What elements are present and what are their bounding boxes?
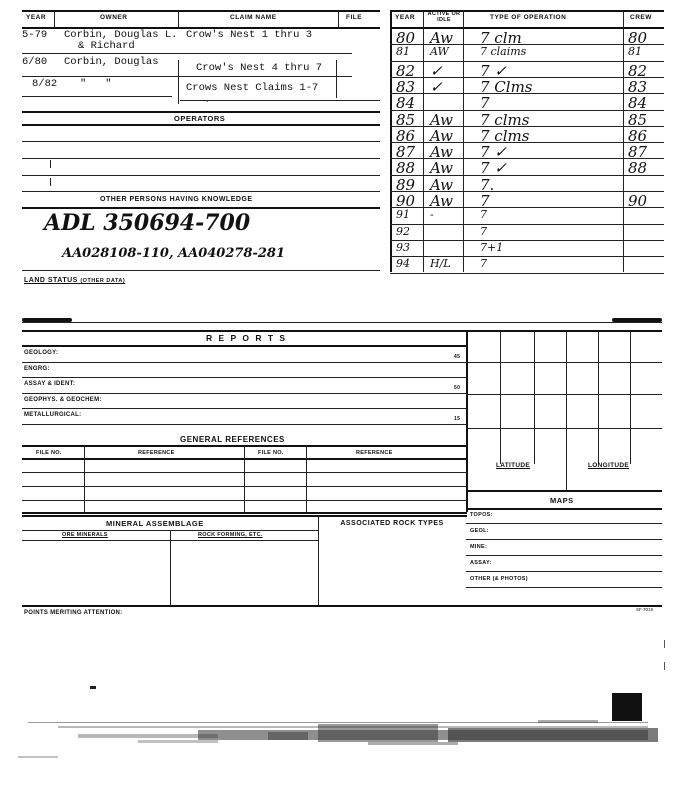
report-row-line bbox=[22, 393, 466, 394]
ops-crew: 86 bbox=[628, 126, 648, 145]
ops-active: AW bbox=[430, 45, 449, 59]
knowledge-label: OTHER PERSONS HAVING KNOWLEDGE bbox=[100, 196, 253, 203]
report-number: 45 bbox=[454, 354, 461, 360]
ops-active: ✓ bbox=[430, 77, 443, 96]
ops-year: 83 bbox=[396, 77, 416, 96]
ops-crew: 90 bbox=[628, 192, 648, 210]
ref-file-no-header-2: FILE NO. bbox=[258, 450, 284, 456]
ops-crew: 88 bbox=[628, 159, 648, 178]
maps-row-line bbox=[466, 555, 662, 556]
ops-row-line bbox=[390, 273, 664, 274]
ops-type: 7 bbox=[480, 94, 490, 113]
land-status-label bbox=[24, 277, 125, 284]
report-row-line bbox=[22, 377, 466, 378]
ref-file-no-header: FILE NO. bbox=[36, 450, 62, 456]
claim-owner: Corbin, Douglas L. bbox=[64, 29, 178, 41]
rock-forming-label: ROCK FORMING, ETC. bbox=[198, 532, 263, 538]
ops-type: 7 ✓ bbox=[480, 143, 507, 162]
ops-crew: 85 bbox=[628, 110, 648, 129]
points-meriting-attention-label: POINTS MERITING ATTENTION: bbox=[24, 610, 123, 616]
ops-year: 85 bbox=[396, 110, 416, 129]
ops-type: 7+1 bbox=[480, 240, 504, 254]
ops-active: Aw bbox=[430, 29, 453, 47]
report-number: 15 bbox=[454, 416, 461, 422]
knowledge-entry: ADL 350694-700 bbox=[44, 210, 251, 236]
ops-type: 7 claims bbox=[480, 45, 527, 59]
knowledge-entry: AA028108-110, AA040278-281 bbox=[62, 246, 286, 261]
ops-crew: 82 bbox=[628, 61, 648, 80]
claims-name-header: CLAIM NAME bbox=[230, 14, 277, 21]
ops-year: 88 bbox=[396, 159, 416, 178]
report-label: ASSAY & IDENT: bbox=[24, 381, 76, 387]
ops-type: 7 bbox=[480, 208, 487, 222]
ops-type: 7 ✓ bbox=[480, 61, 507, 80]
land-status-text: LAND STATUS bbox=[24, 277, 78, 284]
ops-row-line bbox=[390, 224, 664, 225]
report-row-line bbox=[22, 408, 466, 409]
claim-name: Crows Nest Claims 1-7 bbox=[186, 82, 319, 94]
ops-active: Aw bbox=[430, 110, 453, 129]
ops-type: 7 bbox=[480, 224, 487, 238]
claims-file-header: FILE bbox=[346, 14, 363, 21]
claims-owner-header: OWNER bbox=[100, 14, 128, 21]
ops-crew: 83 bbox=[628, 77, 648, 96]
ops-year: 94 bbox=[396, 257, 410, 271]
claim-year: 8/82 bbox=[32, 78, 58, 90]
operators-label: OPERATORS bbox=[174, 114, 226, 123]
ops-active: H/L bbox=[430, 257, 451, 271]
claim-owner: " " bbox=[80, 78, 112, 90]
claims-year-header: YEAR bbox=[26, 14, 47, 21]
ops-year: 84 bbox=[396, 94, 416, 113]
maps-label: MAPS bbox=[550, 496, 574, 505]
ops-type: 7 ✓ bbox=[480, 159, 507, 178]
ops-active: Aw bbox=[430, 126, 453, 145]
report-label: GEOPHYS. & GEOCHEM: bbox=[24, 396, 102, 403]
ops-crew: 84 bbox=[628, 94, 648, 113]
form-number: SF 7019 bbox=[636, 607, 654, 612]
maps-row-label: MINE: bbox=[470, 544, 488, 550]
maps-row-label: OTHER (& PHOTOS) bbox=[470, 576, 528, 582]
maps-row-line bbox=[466, 571, 662, 572]
associated-rock-types-label: ASSOCIATED ROCK TYPES bbox=[340, 520, 444, 527]
ops-year: 91 bbox=[396, 208, 410, 222]
claim-name: Crow's Nest 4 thru 7 bbox=[196, 62, 323, 74]
ref-reference-header-2: REFERENCE bbox=[356, 450, 393, 456]
ore-minerals-label: ORE MINERALS bbox=[62, 532, 108, 538]
ops-active: - bbox=[430, 208, 434, 222]
ops-crew: 87 bbox=[628, 143, 648, 162]
report-row-line bbox=[22, 424, 466, 425]
general-references-label: GENERAL REFERENCES bbox=[180, 435, 285, 444]
ops-type: 7 clm bbox=[480, 29, 522, 47]
ops-type-header: TYPE OF OPERATION bbox=[490, 14, 567, 21]
ops-active-header: ACTIVE OR IDLE bbox=[427, 11, 461, 23]
ops-active: Aw bbox=[430, 159, 453, 178]
maps-row-line bbox=[466, 539, 662, 540]
ops-year: 90 bbox=[396, 192, 416, 210]
ops-crew: 80 bbox=[628, 29, 648, 47]
ops-row-line bbox=[390, 93, 664, 94]
land-status-sub: (OTHER DATA) bbox=[80, 278, 126, 284]
claim-year: 6/80 bbox=[22, 56, 48, 68]
ops-type: 7. bbox=[480, 175, 495, 194]
maps-row-line bbox=[466, 587, 662, 588]
ops-type: 7 clms bbox=[480, 110, 530, 129]
ref-reference-header: REFERENCE bbox=[138, 450, 175, 456]
latitude-label: LATITUDE bbox=[496, 462, 531, 469]
claim-name: Crow's Nest 1 thru 3 bbox=[186, 29, 313, 41]
ops-year: 92 bbox=[396, 224, 410, 238]
longitude-label: LONGITUDE bbox=[588, 462, 629, 469]
ops-active: Aw bbox=[430, 192, 453, 210]
ops-active: Aw bbox=[430, 143, 453, 162]
ops-crew-header: CREW bbox=[630, 14, 652, 21]
ops-row-line bbox=[390, 240, 664, 241]
claim-owner: Corbin, Douglas bbox=[64, 56, 159, 68]
ops-year: 86 bbox=[396, 126, 416, 145]
ops-year: 81 bbox=[396, 45, 410, 59]
ops-year-header: YEAR bbox=[395, 14, 416, 21]
ops-year: 89 bbox=[396, 175, 416, 194]
ops-type: 7 bbox=[480, 257, 487, 271]
claim-year: 5-79 bbox=[22, 29, 48, 41]
maps-row-label: TOPOS: bbox=[470, 512, 493, 518]
maps-row-label: ASSAY: bbox=[470, 560, 492, 566]
mineral-assemblage-label: MINERAL ASSEMBLAGE bbox=[106, 519, 204, 528]
report-label: ENGRG: bbox=[24, 365, 50, 372]
maps-row-line bbox=[466, 523, 662, 524]
claim-owner-cont: & Richard bbox=[78, 40, 135, 52]
ops-type: 7 Clms bbox=[480, 77, 533, 96]
ops-active: Aw bbox=[430, 175, 453, 194]
ops-type: 7 clms bbox=[480, 126, 530, 145]
maps-row-label: GEOL: bbox=[470, 528, 489, 534]
ops-active: ✓ bbox=[430, 61, 443, 80]
ops-year: 87 bbox=[396, 143, 416, 162]
report-number: 50 bbox=[454, 385, 461, 391]
ops-crew: 81 bbox=[628, 45, 642, 59]
report-label: METALLURGICAL: bbox=[24, 412, 82, 418]
report-row-line bbox=[22, 362, 466, 363]
report-label: GEOLOGY: bbox=[24, 350, 59, 356]
ops-type: 7 bbox=[480, 192, 490, 210]
reports-label: R E P O R T S bbox=[206, 333, 288, 343]
ops-year: 82 bbox=[396, 61, 416, 80]
ops-year: 80 bbox=[396, 29, 416, 47]
ops-year: 93 bbox=[396, 240, 410, 254]
